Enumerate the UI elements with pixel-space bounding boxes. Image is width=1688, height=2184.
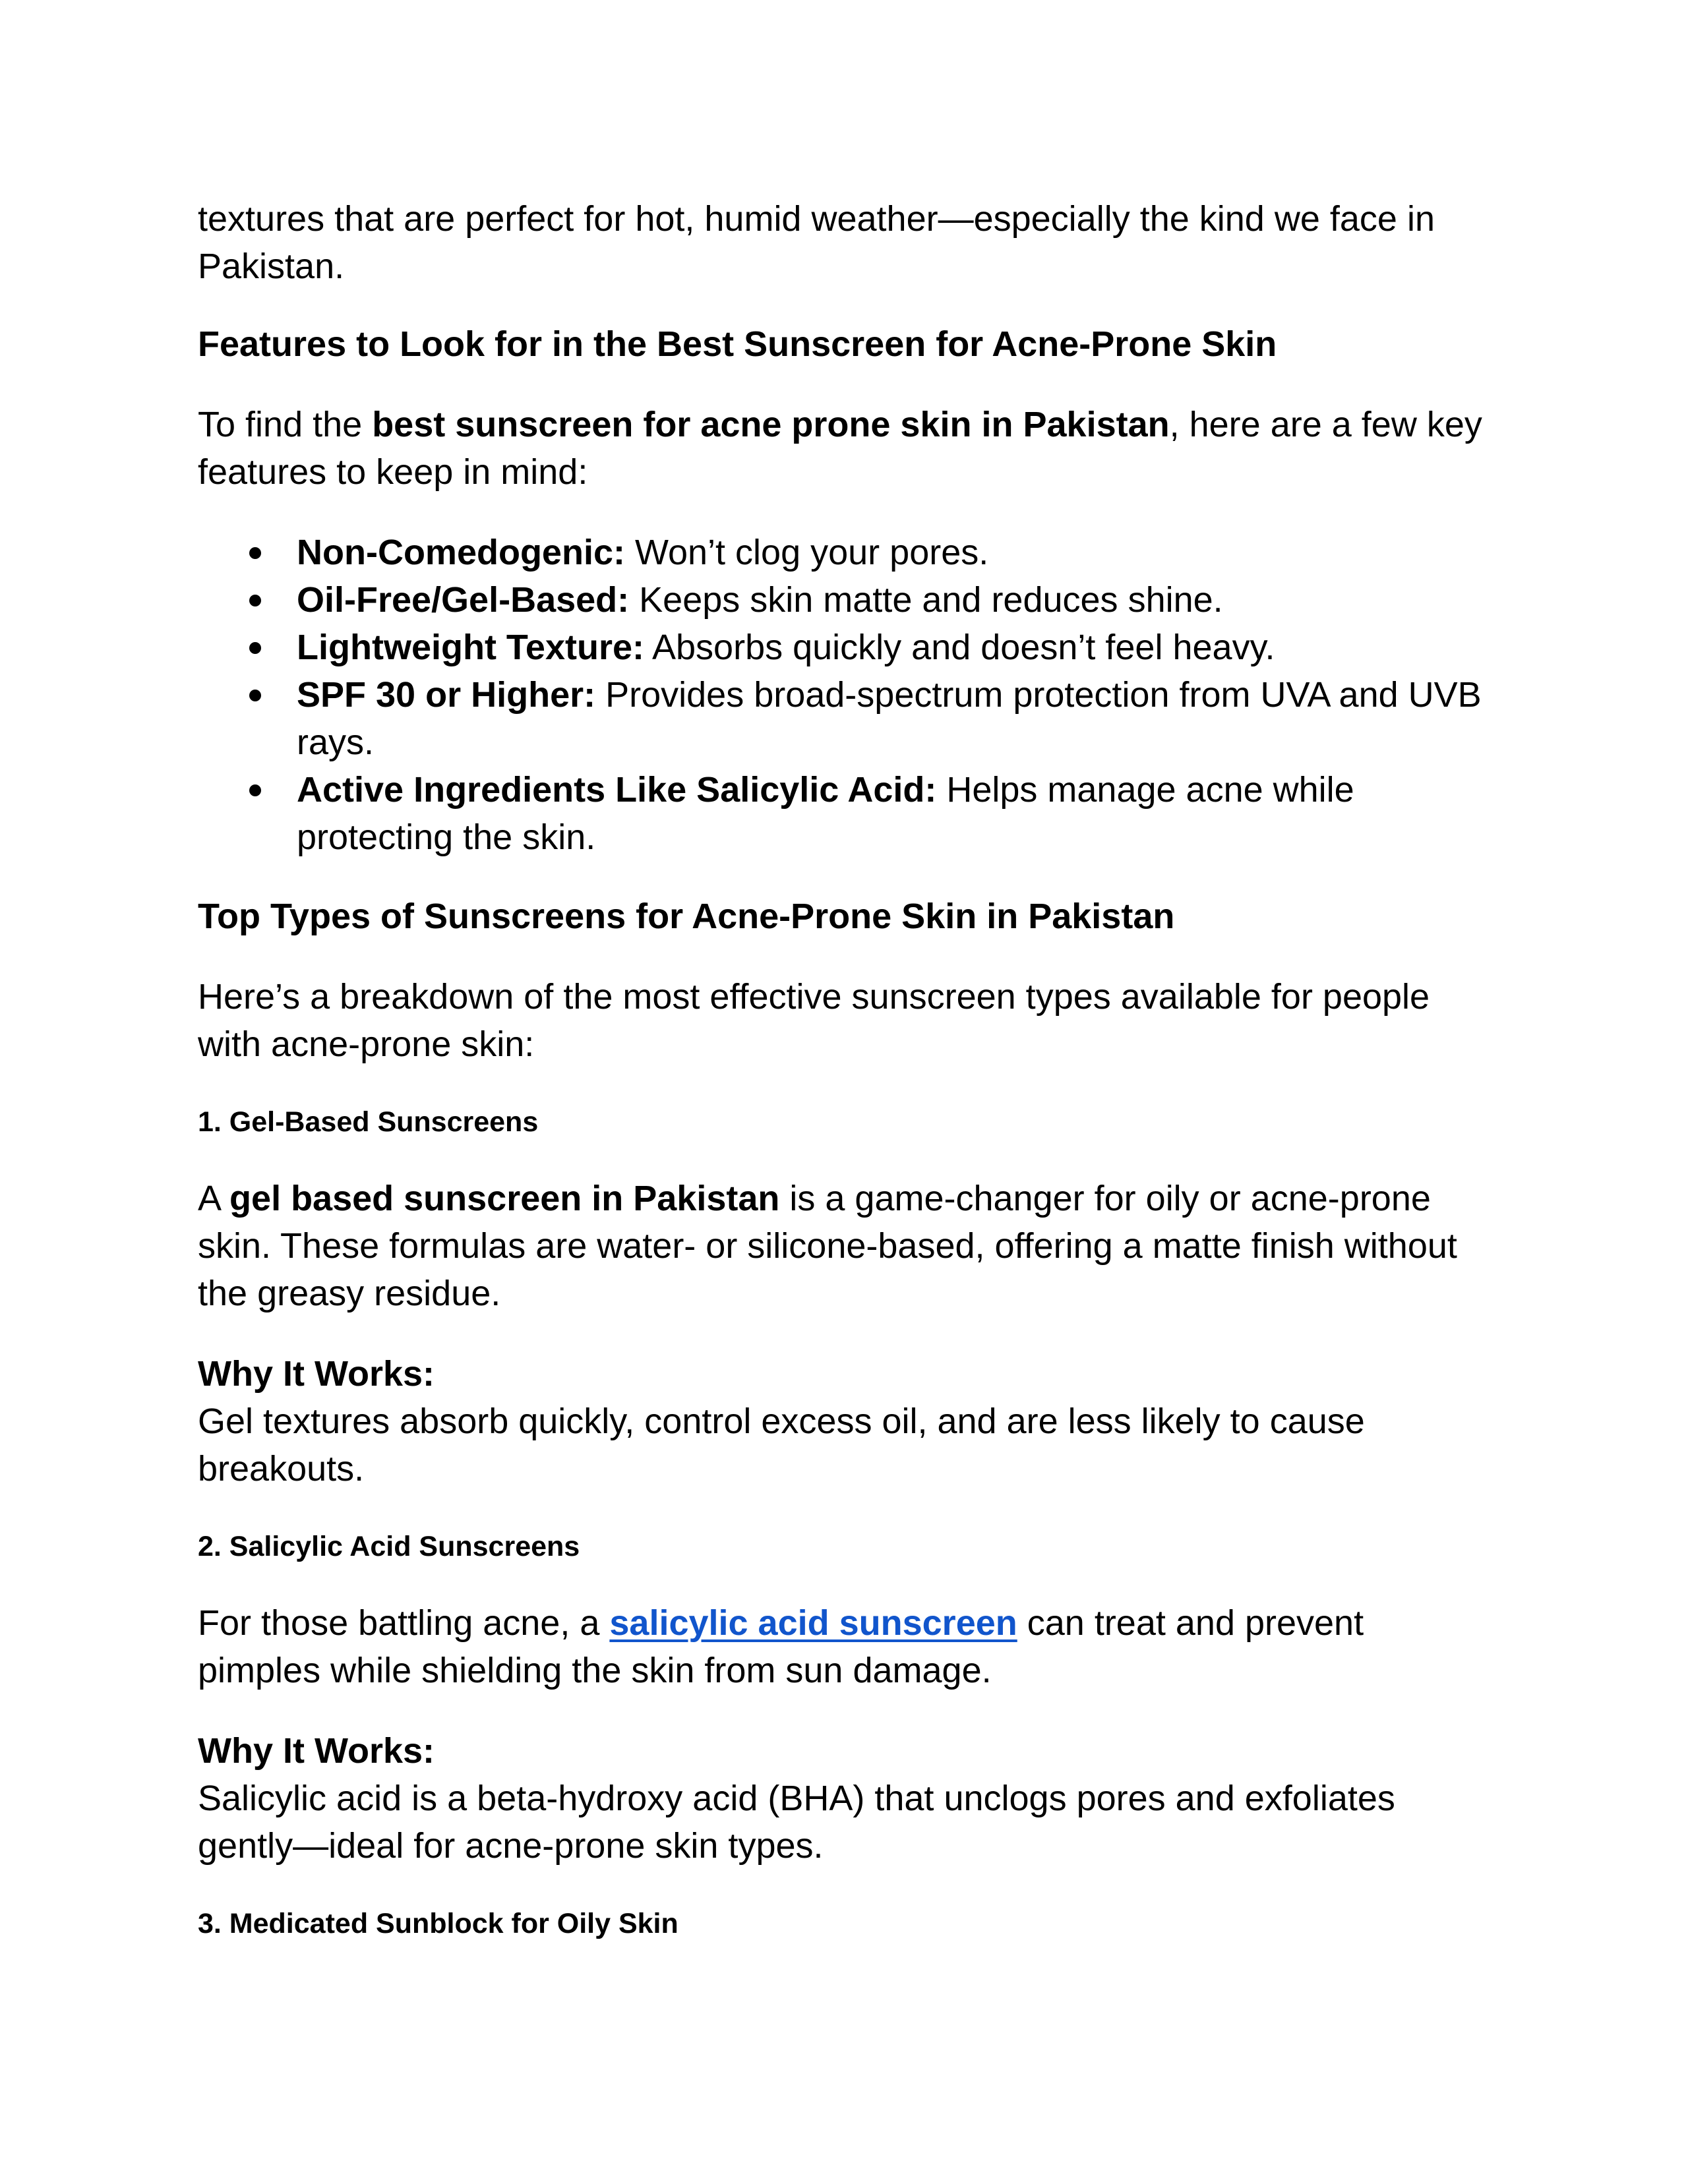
list-item-label: Active Ingredients Like Salicylic Acid: [297, 770, 937, 810]
list-item [198, 624, 1490, 671]
document-page [198, 195, 1490, 1943]
list-item [198, 576, 1490, 624]
list-item-text: Absorbs quickly and doesn’t feel heavy. [644, 628, 1275, 667]
salicylic-why-text: Salicylic acid is a beta-hydroxy acid (BHA) that unclogs pores and exfoliates gently—ideal for acne-prone skin types. [198, 1779, 1395, 1866]
list-item [198, 766, 1490, 861]
salicylic-sunscreen-link[interactable]: salicylic acid sunscreen [609, 1603, 1017, 1643]
medicated-heading: 3. Medicated Sunblock for Oily Skin [198, 1908, 678, 1939]
list-item-label: SPF 30 or Higher: [297, 675, 596, 715]
gel-why-paragraph [198, 1350, 1490, 1492]
features-intro-keyword: best sunscreen for acne prone skin in Pakistan [372, 405, 1170, 444]
list-item-text: Helps manage acne while protecting the skin. [297, 770, 1354, 857]
features-list [198, 529, 1490, 861]
list-item-label: Non-Comedogenic: [297, 533, 625, 572]
salicylic-body-paragraph [198, 1599, 1490, 1694]
gel-why-label: Why It Works: [198, 1354, 435, 1394]
list-item-text: Keeps skin matte and reduces shine. [629, 580, 1223, 620]
salicylic-why-label: Why It Works: [198, 1731, 435, 1771]
list-item [198, 529, 1490, 576]
gel-body-keyword: gel based sunscreen in Pakistan [229, 1179, 780, 1218]
salicylic-heading: 2. Salicylic Acid Sunscreens [198, 1531, 580, 1562]
salicylic-body-pre: For those battling acne, a [198, 1603, 610, 1643]
gel-body-post: is a game-changer for oily or acne-prone skin. These formulas are water- or silicone-based, offering a matte finish without the greasy residue. [198, 1179, 1457, 1313]
list-item-text: Won’t clog your pores. [624, 533, 989, 572]
bullet-icon [249, 642, 261, 654]
features-intro-paragraph [198, 401, 1490, 496]
gel-body-pre: A [198, 1179, 230, 1218]
list-item-label: Lightweight Texture: [297, 628, 644, 667]
bullet-icon [249, 595, 261, 606]
list-item [198, 671, 1490, 766]
list-item-text: Provides broad-spectrum protection from UVA and UVB rays. [297, 675, 1482, 762]
gel-why-text: Gel textures absorb quickly, control excess oil, and are less likely to cause breakouts. [198, 1402, 1365, 1489]
features-heading: Features to Look for in the Best Sunscreen for Acne-Prone Skin [198, 324, 1277, 364]
intro-paragraph: textures that are perfect for hot, humid weather—especially the kind we face in Pakistan. [198, 199, 1435, 286]
bullet-icon [249, 547, 261, 559]
salicylic-body-post: can treat and prevent pimples while shielding the skin from sun damage. [198, 1603, 1364, 1690]
features-intro-pre: To find the [198, 405, 373, 444]
gel-body-paragraph [198, 1175, 1490, 1317]
bullet-icon [249, 690, 261, 701]
list-item-label: Oil-Free/Gel-Based: [297, 580, 630, 620]
features-intro-post: , here are a few key features to keep in mind: [198, 405, 1482, 492]
bullet-icon [249, 784, 261, 796]
salicylic-why-paragraph [198, 1727, 1490, 1870]
gel-heading: 1. Gel-Based Sunscreens [198, 1106, 539, 1138]
types-heading: Top Types of Sunscreens for Acne-Prone Skin in Pakistan [198, 897, 1175, 936]
types-intro-paragraph: Here’s a breakdown of the most effective sunscreen types available for people with acne-prone skin: [198, 977, 1430, 1064]
